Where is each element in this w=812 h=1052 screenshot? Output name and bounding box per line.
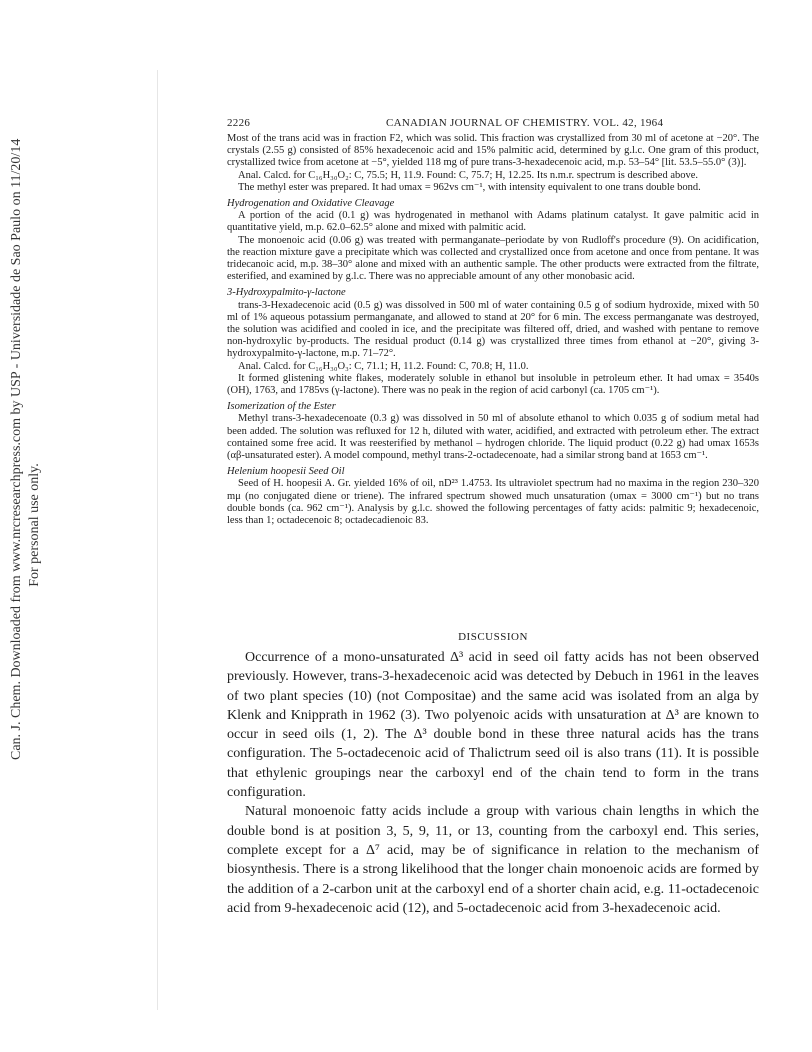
section-heading: Isomerization of the Ester	[227, 401, 336, 413]
running-head: CANADIAN JOURNAL OF CHEMISTRY. VOL. 42, 1964	[385, 117, 664, 129]
section-heading: Hydrogenation and Oxidative Cleavage	[227, 198, 395, 210]
page-number: 2226	[227, 117, 251, 129]
paragraph: It formed glistening white flakes, moderately soluble in ethanol but insoluble in petroleum ether. It had υmax = 3540s (OH), 1763, and 1785vs (γ-lactone). There was no peak in the region of acid carbonyl (ca. 1705 cm⁻¹).	[227, 372, 759, 397]
paragraph: Occurrence of a mono-unsaturated Δ³ acid in seed oil fatty acids has not been observed previously. However, trans-3-hexadecenoic acid was detected by Debuch in 1961 in the leaves of two plant species (10) (not Compositae) and the same acid was isolated from an alga by Klenk and Knipprath in 1962 (3). Two polyenoic acids with unsaturation at Δ³ are known to occur in seed oils (1, 2). The Δ³ double bond in these three natural acids has the trans configuration. The 5-octadecenoic acid of Thalictrum seed oil is also trans (11). It is possible that ethylenic groupings near the carboxyl end of the chain tend to form in the trans configuration.	[227, 650, 759, 801]
paragraph: Methyl trans-3-hexadecenoate (0.3 g) was dissolved in 50 ml of absolute ethanol to which 0.035 g of sodium metal had been added. The solution was refluxed for 12 h, diluted with water, acidified, and extracted with petroleum ether. The extract contained some free acid. It was reesterified by methanol – hydrogen chloride. The liquid product (0.22 g) had υmax 1653s (αβ-unsaturated ester). A model compound, methyl trans-2-octadecenoate, had a similar strong band at 1653 cm⁻¹.	[227, 413, 759, 462]
margin-rule	[157, 70, 158, 1010]
paragraph: trans-3-Hexadecenoic acid (0.5 g) was dissolved in 500 ml of water containing 0.5 g of sodium hydroxide, mixed with 50 ml of 1% aqueous potassium permanganate, and allowed to stand at 20° for 6 min. The excess permanganate was destroyed, the solution was acidified and cooled in ice, and the precipitate was filtered off, dried, and washed with pentane to remove non-hydroxylic by-products. The residual product (0.14 g) was crystallized three times from ethanol at −20°, giving 3-hydroxypalmito-γ-lactone, m.p. 71–72°.	[227, 299, 759, 360]
paragraph: Seed of H. hoopesii A. Gr. yielded 16% of oil, nD²³ 1.4753. Its ultraviolet spectrum had no maxima in the region 230–320 mμ (no conjugated diene or triene). The infrared spectrum showed much unsaturation (υmax = 3000 cm⁻¹) but no trans double bonds (ca. 962 cm⁻¹). Analysis by g.l.c. showed the following percentages of fatty acids: palmitic 9; hexadecenoic, less than 1; octadecenoic 8; octadecadienoic 83.	[227, 478, 759, 527]
paragraph: A portion of the acid (0.1 g) was hydrogenated in methanol with Adams platinum catalyst. It gave palmitic acid in quantitative yield, m.p. 62.0–62.5° alone and mixed with palmitic acid.	[227, 210, 759, 234]
discussion-heading: DISCUSSION	[458, 631, 528, 643]
paragraph: The monoenoic acid (0.06 g) was treated with permanganate–periodate by von Rudloff's procedure (9). On acidification, the reaction mixture gave a precipitate which was collected and crystallized once from acetone and once from pentane. It was tridecanoic acid, m.p. 38–30° alone and mixed with an authentic sample. The other products were extracted from the filtrate, esterified, and examined by g.l.c. There was no appreciable amount of any other monobasic acid.	[227, 234, 759, 283]
download-notice-line2: For personal use only.	[27, 463, 42, 587]
download-notice	[6, 138, 48, 760]
section-heading: 3-Hydroxypalmito-γ-lactone	[227, 287, 346, 299]
download-notice-line1: Can. J. Chem. Downloaded from www.nrcresearchpress.com by USP - Universidade de Sao Paulo on 11/20/14	[9, 138, 24, 760]
paragraph: Anal. Calcd. for C₁₆H₃₀O₃: C, 71.1; H, 11.2. Found: C, 70.8; H, 11.0.	[238, 360, 529, 372]
experimental-section	[227, 133, 759, 527]
paragraph: Natural monoenoic fatty acids include a group with various chain lengths in which the double bond is at position 3, 5, 9, 11, or 13, counting from the carboxyl end. This series, complete except for a Δ⁷ acid, may be of significance in relation to the mechanism of biosynthesis. There is a strong likelihood that the longer chain monoenoic acids are formed by the addition of a 2-carbon unit at the carboxyl end of a shorter chain acid, e.g. 11-octadecenoic acid from 9-hexadecenoic acid (12), and 5-octadecenoic acid from 3-hexadecenoic acid.	[227, 804, 759, 916]
page-header	[227, 117, 759, 129]
paragraph: The methyl ester was prepared. It had υmax = 962vs cm⁻¹, with intensity equivalent to one trans double bond.	[238, 181, 701, 193]
paragraph: Most of the trans acid was in fraction F2, which was solid. This fraction was crystallized from 30 ml of acetone at −20°. The crystals (2.55 g) consisted of 85% hexadecenoic acid and 15% palmitic acid, determined by g.l.c. One gram of this product, crystallized twice from acetone at −5°, yielded 118 mg of pure trans-3-hexadecenoic acid, m.p. 53–54° [lit. 53.5–55.0° (3)].	[227, 133, 759, 169]
discussion-section	[227, 648, 759, 918]
paragraph: Anal. Calcd. for C₁₆H₃₀O₂: C, 75.5; H, 11.9. Found: C, 75.7; H, 12.25. Its n.m.r. spectrum is described above.	[238, 169, 699, 181]
section-heading: Helenium hoopesii Seed Oil	[227, 466, 345, 478]
